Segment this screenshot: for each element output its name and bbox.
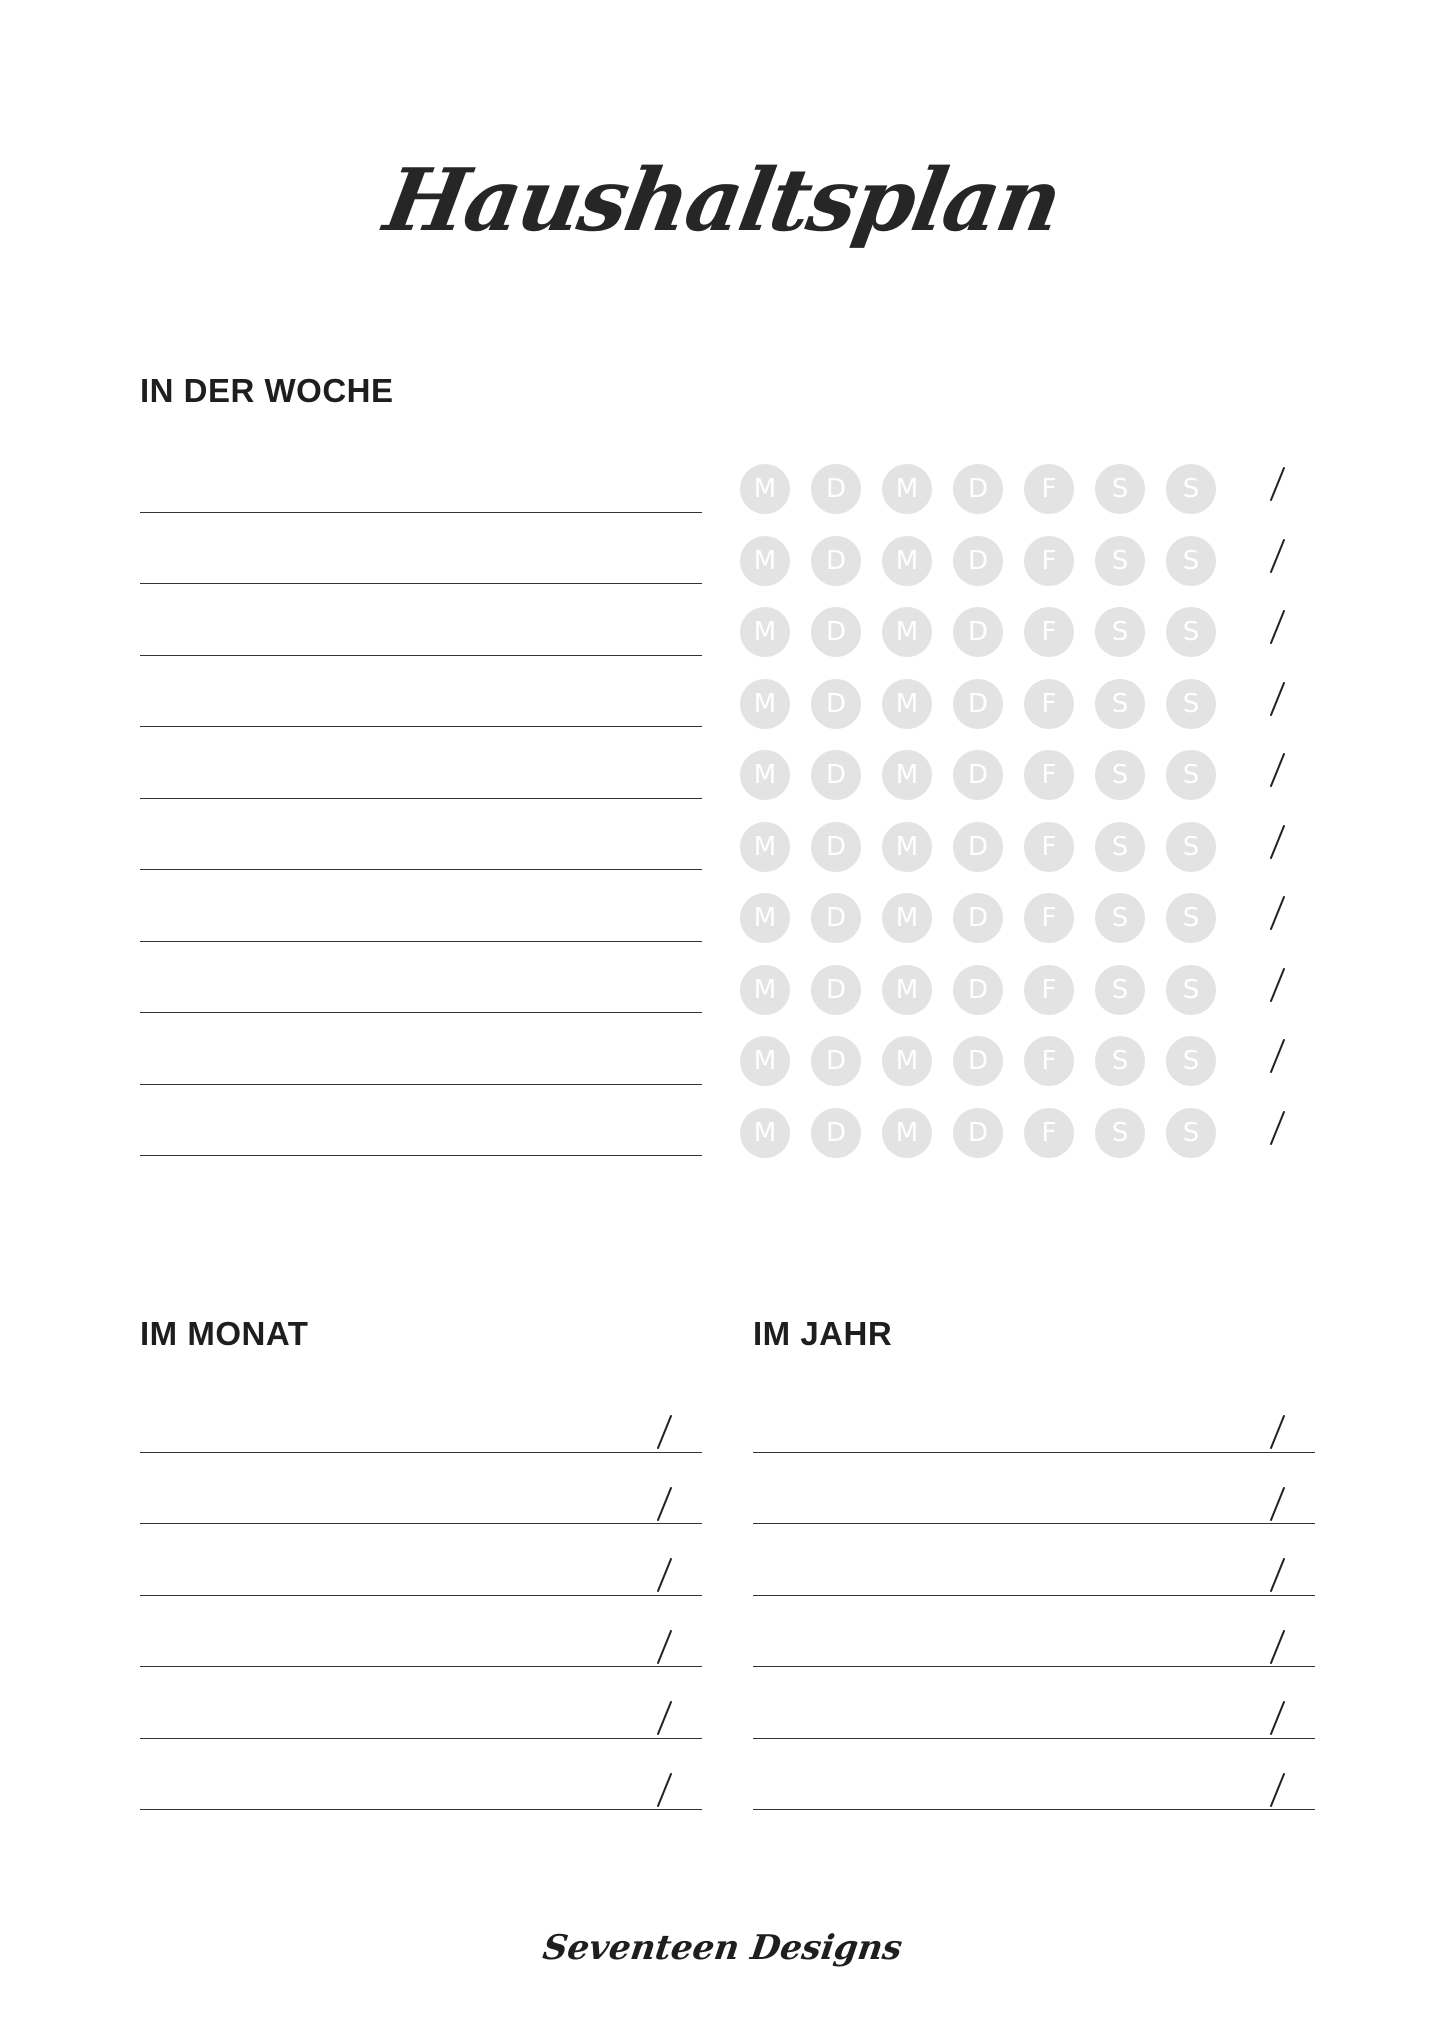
task-write-line[interactable] (753, 1809, 1315, 1810)
weekday-circle[interactable]: F (1024, 536, 1074, 586)
weekday-circle[interactable]: S (1095, 1036, 1145, 1086)
weekday-circle[interactable]: F (1024, 822, 1074, 872)
weekday-circle[interactable]: M (740, 1036, 790, 1086)
weekday-circle[interactable]: M (882, 750, 932, 800)
year-slash (1269, 1557, 1285, 1593)
weekday-circles (740, 750, 1216, 800)
task-write-line[interactable] (140, 1452, 702, 1453)
weekday-circle[interactable]: D (953, 607, 1003, 657)
weekday-circle[interactable]: M (740, 464, 790, 514)
year-section-heading: IM JAHR (753, 1315, 893, 1352)
weekday-circle[interactable]: D (811, 1108, 861, 1158)
weekday-circle[interactable]: D (953, 893, 1003, 943)
week-task-row (140, 741, 1340, 813)
weekday-circle[interactable]: F (1024, 1036, 1074, 1086)
week-slash (1269, 824, 1285, 860)
weekday-circle[interactable]: M (882, 822, 932, 872)
weekday-circles (740, 1108, 1216, 1158)
task-write-line[interactable] (140, 1155, 702, 1156)
weekday-circle[interactable]: F (1024, 607, 1074, 657)
weekday-circle[interactable]: S (1166, 893, 1216, 943)
weekday-circle[interactable]: S (1095, 822, 1145, 872)
weekday-circle[interactable]: M (740, 893, 790, 943)
task-write-line[interactable] (140, 1595, 702, 1596)
weekday-circle[interactable]: D (811, 1036, 861, 1086)
weekday-circle[interactable]: S (1095, 1108, 1145, 1158)
year-slash (1269, 1700, 1285, 1736)
weekday-circles (740, 822, 1216, 872)
task-write-line[interactable] (140, 655, 702, 656)
task-write-line[interactable] (140, 1012, 702, 1013)
weekday-circle[interactable]: D (953, 750, 1003, 800)
task-write-line[interactable] (753, 1595, 1315, 1596)
month-task-row (140, 1753, 702, 1825)
weekday-circle[interactable]: S (1166, 464, 1216, 514)
week-task-row (140, 598, 1340, 670)
year-task-row (753, 1753, 1315, 1825)
week-task-row (140, 527, 1340, 599)
year-slash (1269, 1772, 1285, 1808)
week-task-row (140, 956, 1340, 1028)
month-slash (656, 1414, 672, 1450)
year-slash (1269, 1486, 1285, 1522)
weekday-circle[interactable]: F (1024, 965, 1074, 1015)
task-write-line[interactable] (753, 1738, 1315, 1739)
weekday-circle[interactable]: D (811, 536, 861, 586)
weekday-circle[interactable]: M (740, 679, 790, 729)
weekday-circle[interactable]: S (1166, 750, 1216, 800)
weekday-circle[interactable]: M (740, 607, 790, 657)
weekday-circles (740, 536, 1216, 586)
weekday-circle[interactable]: S (1166, 536, 1216, 586)
weekday-circle[interactable]: M (740, 1108, 790, 1158)
weekday-circle[interactable]: D (811, 893, 861, 943)
weekday-circle[interactable]: S (1095, 464, 1145, 514)
year-task-row (753, 1467, 1315, 1539)
weekday-circles (740, 679, 1216, 729)
weekday-circle[interactable]: D (953, 822, 1003, 872)
weekday-circle[interactable]: S (1166, 822, 1216, 872)
month-section-heading: IM MONAT (140, 1315, 309, 1352)
weekday-circle[interactable]: D (811, 822, 861, 872)
weekday-circle[interactable]: M (740, 536, 790, 586)
week-task-row (140, 1027, 1340, 1099)
task-write-line[interactable] (753, 1452, 1315, 1453)
year-task-row (753, 1395, 1315, 1467)
weekday-circle[interactable]: F (1024, 750, 1074, 800)
task-write-line[interactable] (140, 1738, 702, 1739)
weekday-circle[interactable]: S (1095, 679, 1145, 729)
weekday-circle[interactable]: D (811, 607, 861, 657)
month-slash (656, 1700, 672, 1736)
task-write-line[interactable] (140, 1084, 702, 1085)
week-task-row (140, 813, 1340, 885)
task-write-line[interactable] (140, 1523, 702, 1524)
weekday-circles (740, 965, 1216, 1015)
weekday-circle[interactable]: M (740, 822, 790, 872)
weekday-circle[interactable]: S (1095, 893, 1145, 943)
week-slash (1269, 466, 1285, 502)
month-slash (656, 1557, 672, 1593)
weekday-circle[interactable]: S (1166, 607, 1216, 657)
week-task-row (140, 884, 1340, 956)
week-slash (1269, 895, 1285, 931)
weekday-circle[interactable]: D (953, 679, 1003, 729)
weekday-circle[interactable]: M (882, 679, 932, 729)
weekday-circle[interactable]: M (740, 965, 790, 1015)
week-slash (1269, 609, 1285, 645)
task-write-line[interactable] (140, 726, 702, 727)
week-task-row (140, 455, 1340, 527)
weekday-circle[interactable]: D (953, 1108, 1003, 1158)
weekday-circle[interactable]: F (1024, 679, 1074, 729)
task-write-line[interactable] (753, 1666, 1315, 1667)
brand-logo: Seventeen Designs (540, 1928, 905, 1968)
weekday-circle[interactable]: D (953, 965, 1003, 1015)
year-task-row (753, 1538, 1315, 1610)
page-title: Haushaltsplan (377, 150, 1068, 251)
month-slash (656, 1772, 672, 1808)
weekday-circle[interactable]: M (882, 1036, 932, 1086)
weekday-circle[interactable]: F (1024, 1108, 1074, 1158)
month-task-row (140, 1395, 702, 1467)
weekday-circle[interactable]: S (1095, 536, 1145, 586)
weekday-circle[interactable]: S (1166, 965, 1216, 1015)
weekday-circle[interactable]: D (953, 464, 1003, 514)
week-section-heading: IN DER WOCHE (140, 372, 394, 409)
week-slash (1269, 538, 1285, 574)
weekday-circle[interactable]: F (1024, 893, 1074, 943)
week-task-row (140, 1099, 1340, 1171)
weekday-circle[interactable]: S (1095, 607, 1145, 657)
weekday-circle[interactable]: M (740, 750, 790, 800)
month-task-list (140, 1395, 702, 1824)
month-task-row (140, 1610, 702, 1682)
weekday-circle[interactable]: M (882, 607, 932, 657)
week-slash (1269, 1038, 1285, 1074)
weekday-circles (740, 1036, 1216, 1086)
year-task-row (753, 1681, 1315, 1753)
task-write-line[interactable] (140, 1809, 702, 1810)
week-task-list (140, 455, 1340, 1170)
year-task-list (753, 1395, 1315, 1824)
weekday-circles (740, 893, 1216, 943)
weekday-circle[interactable]: D (953, 1036, 1003, 1086)
weekday-circles (740, 607, 1216, 657)
weekday-circle[interactable]: M (882, 536, 932, 586)
week-slash (1269, 1110, 1285, 1146)
week-slash (1269, 967, 1285, 1003)
task-write-line[interactable] (140, 512, 702, 513)
weekday-circle[interactable]: D (811, 679, 861, 729)
month-slash (656, 1629, 672, 1665)
weekday-circle[interactable]: S (1095, 750, 1145, 800)
weekday-circle[interactable]: S (1166, 1108, 1216, 1158)
year-task-row (753, 1610, 1315, 1682)
weekday-circle[interactable]: M (882, 1108, 932, 1158)
task-write-line[interactable] (140, 941, 702, 942)
weekday-circle[interactable]: D (953, 536, 1003, 586)
weekday-circle[interactable]: M (882, 965, 932, 1015)
month-task-row (140, 1467, 702, 1539)
task-write-line[interactable] (140, 1666, 702, 1667)
week-task-row (140, 670, 1340, 742)
weekday-circle[interactable]: M (882, 893, 932, 943)
weekday-circle[interactable]: D (811, 965, 861, 1015)
weekday-circle[interactable]: S (1166, 1036, 1216, 1086)
week-slash (1269, 681, 1285, 717)
task-write-line[interactable] (140, 798, 702, 799)
weekday-circle[interactable]: F (1024, 464, 1074, 514)
task-write-line[interactable] (140, 869, 702, 870)
weekday-circle[interactable]: S (1166, 679, 1216, 729)
weekday-circles (740, 464, 1216, 514)
weekday-circle[interactable]: M (882, 464, 932, 514)
weekday-circle[interactable]: D (811, 750, 861, 800)
weekday-circle[interactable]: D (811, 464, 861, 514)
month-task-row (140, 1538, 702, 1610)
year-slash (1269, 1414, 1285, 1450)
task-write-line[interactable] (753, 1523, 1315, 1524)
month-slash (656, 1486, 672, 1522)
year-slash (1269, 1629, 1285, 1665)
task-write-line[interactable] (140, 583, 702, 584)
month-task-row (140, 1681, 702, 1753)
week-slash (1269, 752, 1285, 788)
weekday-circle[interactable]: S (1095, 965, 1145, 1015)
